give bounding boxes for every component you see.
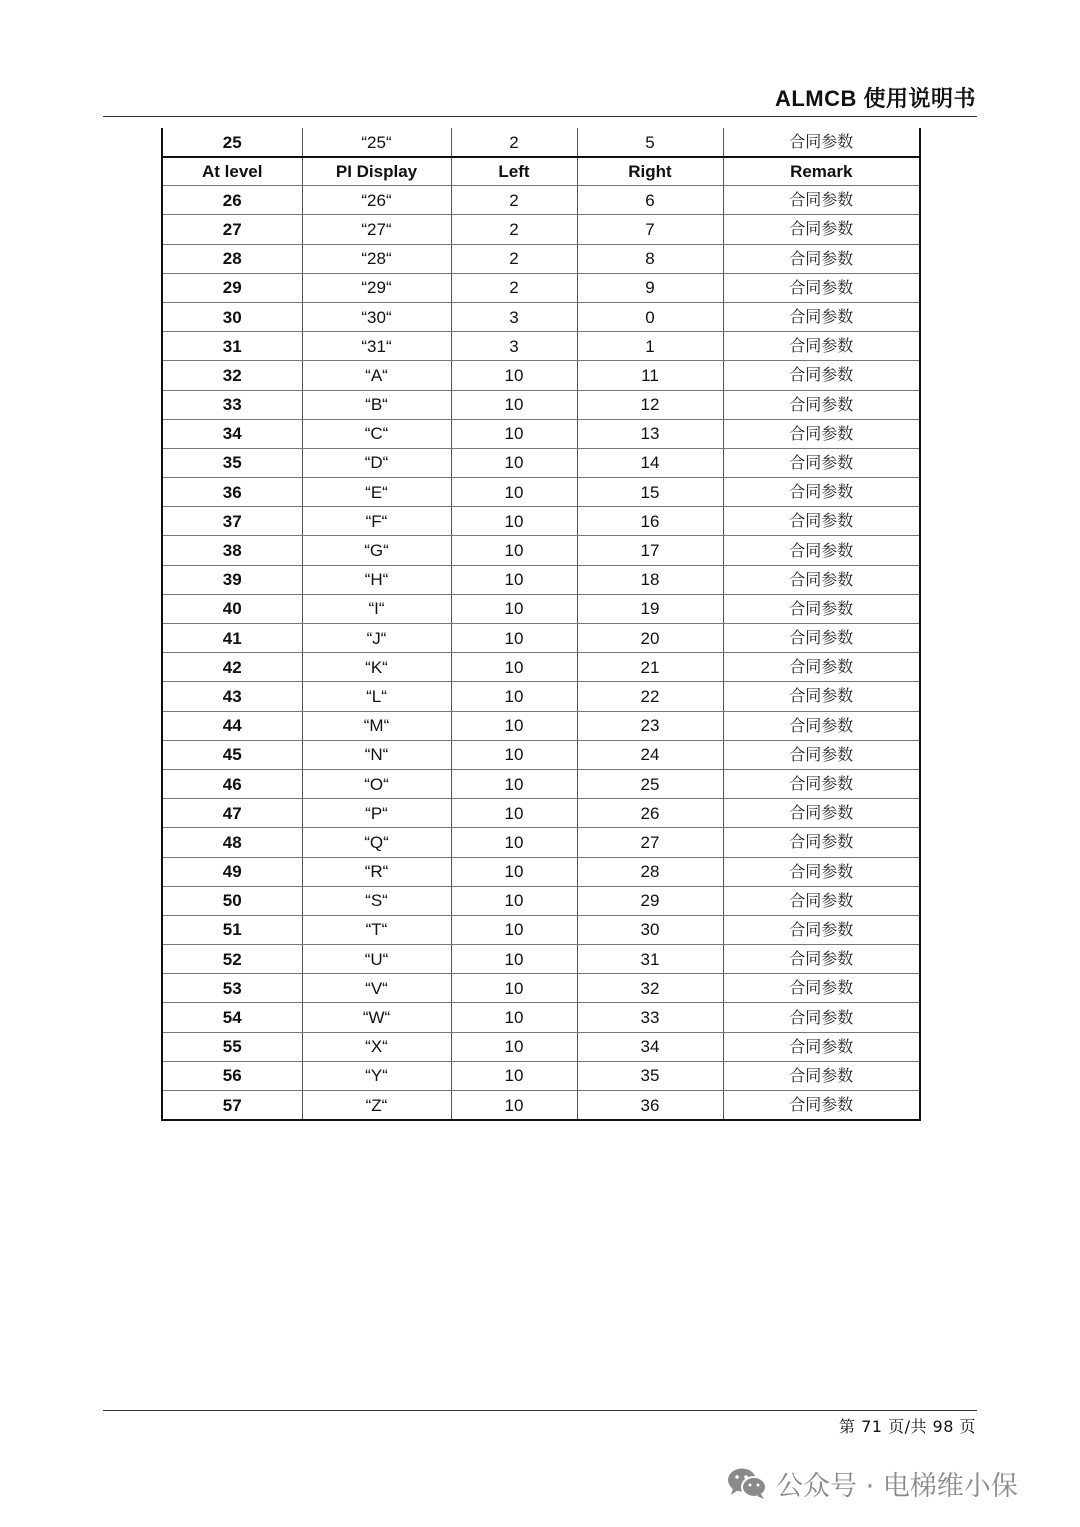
display-cell: “E“ — [302, 478, 451, 507]
table-row — [162, 536, 920, 565]
remark-cell: 合同参数 — [723, 302, 920, 331]
remark-cell: 合同参数 — [723, 390, 920, 419]
right-cell: 24 — [577, 740, 723, 769]
left-cell: 2 — [451, 186, 577, 215]
right-cell: 5 — [577, 128, 723, 157]
display-cell: “O“ — [302, 769, 451, 798]
display-cell: “B“ — [302, 390, 451, 419]
level-cell: 39 — [162, 565, 302, 594]
table-row — [162, 448, 920, 477]
level-cell: 45 — [162, 740, 302, 769]
remark-cell: 合同参数 — [723, 945, 920, 974]
right-cell: 0 — [577, 302, 723, 331]
table-row — [162, 1003, 920, 1032]
level-cell: 57 — [162, 1091, 302, 1121]
remark-cell: 合同参数 — [723, 478, 920, 507]
left-cell: 10 — [451, 536, 577, 565]
remark-cell: 合同参数 — [723, 974, 920, 1003]
level-cell: 33 — [162, 390, 302, 419]
table-row — [162, 273, 920, 302]
table-row — [162, 653, 920, 682]
level-cell: 48 — [162, 828, 302, 857]
left-cell: 10 — [451, 740, 577, 769]
level-cell: 42 — [162, 653, 302, 682]
right-cell: 6 — [577, 186, 723, 215]
left-cell: 10 — [451, 448, 577, 477]
display-cell: “D“ — [302, 448, 451, 477]
level-cell: 31 — [162, 332, 302, 361]
level-cell: 38 — [162, 536, 302, 565]
level-cell: 50 — [162, 886, 302, 915]
level-cell: 53 — [162, 974, 302, 1003]
left-cell: 10 — [451, 507, 577, 536]
table-row — [162, 419, 920, 448]
right-cell: 25 — [577, 769, 723, 798]
display-cell: “N“ — [302, 740, 451, 769]
right-cell: 30 — [577, 915, 723, 944]
left-cell: 2 — [451, 273, 577, 302]
right-cell: 8 — [577, 244, 723, 273]
level-cell: 28 — [162, 244, 302, 273]
display-cell: “26“ — [302, 186, 451, 215]
left-cell: 3 — [451, 302, 577, 331]
right-cell: 15 — [577, 478, 723, 507]
level-cell: 37 — [162, 507, 302, 536]
column-header-left: Left — [451, 157, 577, 186]
remark-cell: 合同参数 — [723, 1061, 920, 1090]
right-cell: 27 — [577, 828, 723, 857]
column-header-remark: Remark — [723, 157, 920, 186]
level-cell: 49 — [162, 857, 302, 886]
left-cell: 10 — [451, 1032, 577, 1061]
left-cell: 10 — [451, 857, 577, 886]
remark-cell: 合同参数 — [723, 128, 920, 157]
left-cell: 10 — [451, 419, 577, 448]
right-cell: 16 — [577, 507, 723, 536]
left-cell: 2 — [451, 128, 577, 157]
level-cell: 52 — [162, 945, 302, 974]
display-cell: “Q“ — [302, 828, 451, 857]
display-cell: “I“ — [302, 594, 451, 623]
table-row — [162, 1061, 920, 1090]
level-cell: 43 — [162, 682, 302, 711]
remark-cell: 合同参数 — [723, 273, 920, 302]
right-cell: 26 — [577, 799, 723, 828]
display-cell: “W“ — [302, 1003, 451, 1032]
right-cell: 33 — [577, 1003, 723, 1032]
level-cell: 56 — [162, 1061, 302, 1090]
remark-cell: 合同参数 — [723, 653, 920, 682]
right-cell: 23 — [577, 711, 723, 740]
remark-cell: 合同参数 — [723, 419, 920, 448]
right-cell: 19 — [577, 594, 723, 623]
left-cell: 10 — [451, 886, 577, 915]
display-cell: “L“ — [302, 682, 451, 711]
right-cell: 14 — [577, 448, 723, 477]
display-cell: “A“ — [302, 361, 451, 390]
level-cell: 27 — [162, 215, 302, 244]
remark-cell: 合同参数 — [723, 507, 920, 536]
display-cell: “T“ — [302, 915, 451, 944]
table-row — [162, 186, 920, 215]
level-cell: 26 — [162, 186, 302, 215]
table-row — [162, 215, 920, 244]
level-cell: 36 — [162, 478, 302, 507]
remark-cell: 合同参数 — [723, 536, 920, 565]
table-row — [162, 244, 920, 273]
remark-cell: 合同参数 — [723, 857, 920, 886]
parameter-table-body — [162, 128, 920, 1120]
watermark-text: 公众号 · 电梯维小保 — [776, 1470, 1018, 1502]
left-cell: 10 — [451, 478, 577, 507]
display-cell: “F“ — [302, 507, 451, 536]
level-cell: 30 — [162, 302, 302, 331]
left-cell: 10 — [451, 565, 577, 594]
level-cell: 46 — [162, 769, 302, 798]
display-cell: “S“ — [302, 886, 451, 915]
display-cell: “P“ — [302, 799, 451, 828]
table-row — [162, 974, 920, 1003]
table-row — [162, 857, 920, 886]
level-cell: 54 — [162, 1003, 302, 1032]
display-cell: “G“ — [302, 536, 451, 565]
display-cell: “28“ — [302, 244, 451, 273]
level-cell: 35 — [162, 448, 302, 477]
left-cell: 10 — [451, 915, 577, 944]
column-header-level: At level — [162, 157, 302, 186]
right-cell: 21 — [577, 653, 723, 682]
table-row — [162, 711, 920, 740]
remark-cell: 合同参数 — [723, 448, 920, 477]
remark-cell: 合同参数 — [723, 740, 920, 769]
level-cell: 40 — [162, 594, 302, 623]
left-cell: 10 — [451, 361, 577, 390]
left-cell: 10 — [451, 594, 577, 623]
document-title: ALMCB 使用说明书 — [774, 86, 976, 111]
remark-cell: 合同参数 — [723, 1032, 920, 1061]
right-cell: 13 — [577, 419, 723, 448]
display-cell: “C“ — [302, 419, 451, 448]
parameter-table — [161, 128, 921, 1121]
display-cell: “X“ — [302, 1032, 451, 1061]
remark-cell: 合同参数 — [723, 828, 920, 857]
display-cell: “30“ — [302, 302, 451, 331]
left-cell: 10 — [451, 711, 577, 740]
right-cell: 11 — [577, 361, 723, 390]
table-row — [162, 799, 920, 828]
right-cell: 22 — [577, 682, 723, 711]
display-cell: “K“ — [302, 653, 451, 682]
page-number: 第 71 页/共 98 页 — [839, 1417, 976, 1436]
table-row — [162, 565, 920, 594]
level-cell: 47 — [162, 799, 302, 828]
watermark — [726, 1466, 1018, 1500]
table-header-row — [162, 157, 920, 186]
level-cell: 29 — [162, 273, 302, 302]
left-cell: 10 — [451, 945, 577, 974]
display-cell: “25“ — [302, 128, 451, 157]
left-cell: 10 — [451, 828, 577, 857]
left-cell: 10 — [451, 1061, 577, 1090]
left-cell: 10 — [451, 682, 577, 711]
header-divider — [103, 116, 977, 117]
remark-cell: 合同参数 — [723, 682, 920, 711]
remark-cell: 合同参数 — [723, 799, 920, 828]
remark-cell: 合同参数 — [723, 565, 920, 594]
left-cell: 10 — [451, 799, 577, 828]
level-cell: 51 — [162, 915, 302, 944]
display-cell: “31“ — [302, 332, 451, 361]
table-row — [162, 740, 920, 769]
right-cell: 1 — [577, 332, 723, 361]
table-row — [162, 945, 920, 974]
level-cell: 34 — [162, 419, 302, 448]
remark-cell: 合同参数 — [723, 1091, 920, 1121]
footer-divider — [103, 1410, 977, 1411]
table-row — [162, 390, 920, 419]
table-row — [162, 1032, 920, 1061]
remark-cell: 合同参数 — [723, 711, 920, 740]
right-cell: 7 — [577, 215, 723, 244]
remark-cell: 合同参数 — [723, 332, 920, 361]
right-cell: 28 — [577, 857, 723, 886]
table-row — [162, 1091, 920, 1121]
left-cell: 10 — [451, 390, 577, 419]
right-cell: 29 — [577, 886, 723, 915]
table-row — [162, 769, 920, 798]
display-cell: “29“ — [302, 273, 451, 302]
remark-cell: 合同参数 — [723, 215, 920, 244]
level-cell: 44 — [162, 711, 302, 740]
table-row — [162, 128, 920, 157]
left-cell: 10 — [451, 769, 577, 798]
column-header-right: Right — [577, 157, 723, 186]
right-cell: 20 — [577, 624, 723, 653]
display-cell: “M“ — [302, 711, 451, 740]
left-cell: 3 — [451, 332, 577, 361]
table-row — [162, 682, 920, 711]
level-cell: 41 — [162, 624, 302, 653]
remark-cell: 合同参数 — [723, 1003, 920, 1032]
left-cell: 10 — [451, 653, 577, 682]
table-row — [162, 915, 920, 944]
right-cell: 18 — [577, 565, 723, 594]
remark-cell: 合同参数 — [723, 915, 920, 944]
remark-cell: 合同参数 — [723, 186, 920, 215]
left-cell: 10 — [451, 1003, 577, 1032]
right-cell: 34 — [577, 1032, 723, 1061]
remark-cell: 合同参数 — [723, 769, 920, 798]
remark-cell: 合同参数 — [723, 361, 920, 390]
table-row — [162, 332, 920, 361]
level-cell: 25 — [162, 128, 302, 157]
right-cell: 32 — [577, 974, 723, 1003]
remark-cell: 合同参数 — [723, 886, 920, 915]
right-cell: 35 — [577, 1061, 723, 1090]
display-cell: “H“ — [302, 565, 451, 594]
table-row — [162, 594, 920, 623]
right-cell: 12 — [577, 390, 723, 419]
display-cell: “R“ — [302, 857, 451, 886]
remark-cell: 合同参数 — [723, 624, 920, 653]
level-cell: 55 — [162, 1032, 302, 1061]
table-row — [162, 302, 920, 331]
left-cell: 10 — [451, 624, 577, 653]
wechat-icon — [726, 1466, 768, 1500]
remark-cell: 合同参数 — [723, 244, 920, 273]
table-row — [162, 507, 920, 536]
left-cell: 10 — [451, 1091, 577, 1121]
right-cell: 17 — [577, 536, 723, 565]
table-row — [162, 624, 920, 653]
left-cell: 10 — [451, 974, 577, 1003]
table-row — [162, 886, 920, 915]
table-row — [162, 361, 920, 390]
display-cell: “27“ — [302, 215, 451, 244]
column-header-display: PI Display — [302, 157, 451, 186]
display-cell: “V“ — [302, 974, 451, 1003]
table-row — [162, 478, 920, 507]
level-cell: 32 — [162, 361, 302, 390]
remark-cell: 合同参数 — [723, 594, 920, 623]
right-cell: 31 — [577, 945, 723, 974]
display-cell: “J“ — [302, 624, 451, 653]
left-cell: 2 — [451, 244, 577, 273]
right-cell: 9 — [577, 273, 723, 302]
display-cell: “Y“ — [302, 1061, 451, 1090]
display-cell: “Z“ — [302, 1091, 451, 1121]
right-cell: 36 — [577, 1091, 723, 1121]
display-cell: “U“ — [302, 945, 451, 974]
left-cell: 2 — [451, 215, 577, 244]
table-row — [162, 828, 920, 857]
